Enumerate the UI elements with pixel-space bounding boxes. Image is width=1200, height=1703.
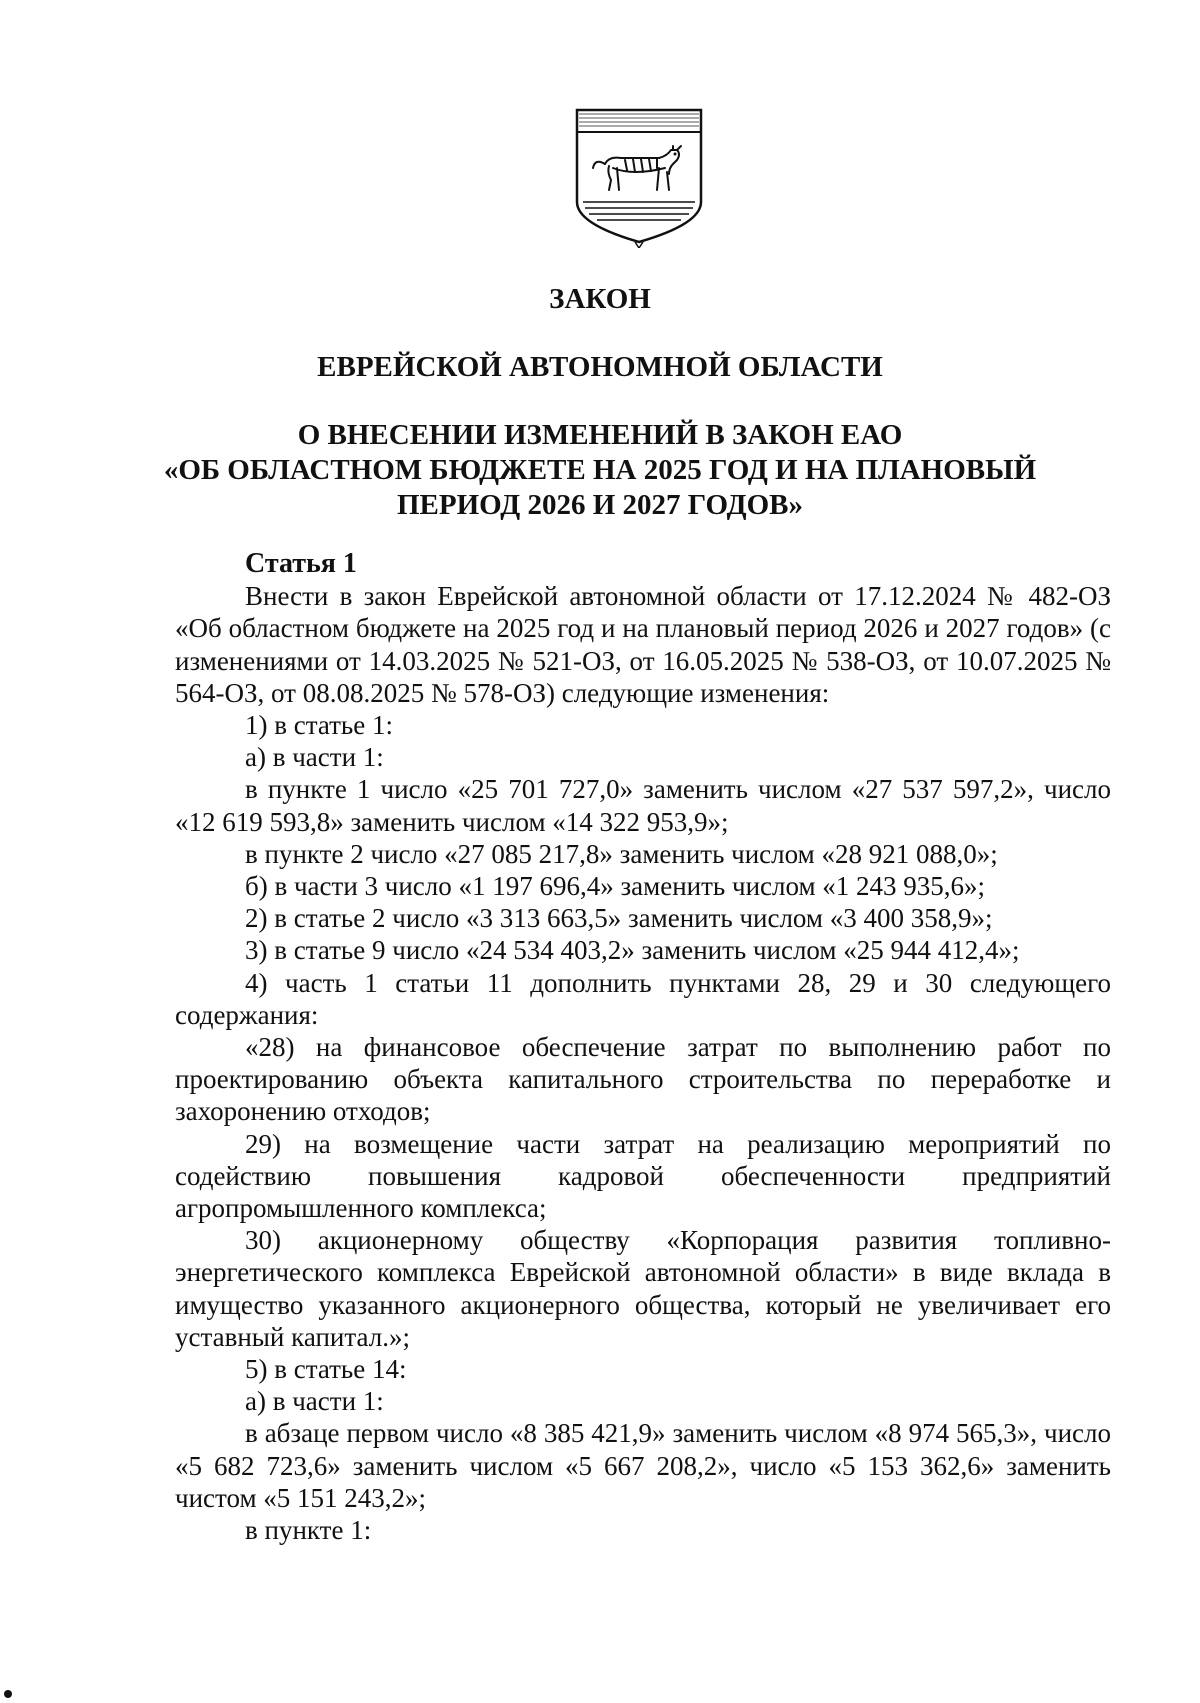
article-title: Статья 1	[245, 548, 357, 579]
paragraph: в пункте 1:	[245, 1515, 372, 1546]
paragraph: 5) в статье 14:	[245, 1354, 407, 1385]
paragraph: а) в части 1:	[245, 1386, 384, 1417]
paragraph: 29) на возмещение части затрат на реализацию мероприятий по содействию повышения кадровой обеспеченности предприятий агропромышленного комплекса;	[175, 1128, 1111, 1224]
paragraph: 30) акционерному обществу «Корпорация развития топливно-энергетического комплекса Еврейской автономной области» в виде вклада в имущество указанного акционерного общества, который не увеличивает его уставный капитал.»;	[175, 1225, 1111, 1352]
law-title-line: О ВНЕСЕНИИ ИЗМЕНЕНИЙ В ЗАКОН ЕАО	[297, 419, 903, 451]
region-title: ЕВРЕЙСКОЙ АВТОНОМНОЙ ОБЛАСТИ	[317, 351, 883, 383]
paragraph: в пункте 1 число «25 701 727,0» заменить числом «27 537 597,2», число «12 619 593,8» заменить числом «14 322 953,9»;	[175, 774, 1111, 837]
paragraph: 4) часть 1 статьи 11 дополнить пунктами 28, 29 и 30 следующего содержания:	[175, 967, 1111, 1030]
paragraph: 2) в статье 2 число «3 313 663,5» заменить числом «3 400 358,9»;	[245, 903, 993, 934]
scan-dot	[4, 1690, 12, 1698]
paragraph: в абзаце первом число «8 385 421,9» заменить числом «8 974 565,3», число «5 682 723,6» заменить числом «5 667 208,2», число «5 153 362,6» заменить чистом «5 151 243,2»;	[175, 1418, 1111, 1513]
paragraph: а) в части 1:	[245, 742, 384, 773]
law-label: ЗАКОН	[549, 283, 651, 315]
paragraph: 1) в статье 1:	[245, 710, 393, 741]
paragraph: 3) в статье 9 число «24 534 403,2» заменить числом «25 944 412,4»;	[245, 935, 1020, 966]
paragraph: «28) на финансовое обеспечение затрат по выполнению работ по проектированию объекта капитального строительства по переработке и захоронению отходов;	[175, 1032, 1111, 1127]
coat-of-arms-tiger-icon	[573, 106, 705, 248]
law-title	[0, 418, 1200, 523]
article-body	[175, 548, 1111, 1546]
paragraph: в пункте 2 число «27 085 217,8» заменить числом «28 921 088,0»;	[245, 838, 998, 869]
paragraph: б) в части 3 число «1 197 696,4» заменить числом «1 243 935,6»;	[245, 871, 986, 902]
law-title-line: «ОБ ОБЛАСТНОМ БЮДЖЕТЕ НА 2025 ГОД И НА ПЛАНОВЫЙ	[163, 454, 1037, 486]
paragraph: Внести в закон Еврейской автономной области от 17.12.2024 № 482-ОЗ «Об областном бюджете на 2025 год и на плановый период 2026 и 2027 годов» (с изменениями от 14.03.2025 № 521-ОЗ, от 16.05.2025 № 538-ОЗ, от 10.07.2025 № 564-ОЗ, от 08.08.2025 № 578-ОЗ) следующие изменения:	[175, 581, 1111, 708]
law-title-line: ПЕРИОД 2026 И 2027 ГОДОВ»	[397, 489, 803, 521]
